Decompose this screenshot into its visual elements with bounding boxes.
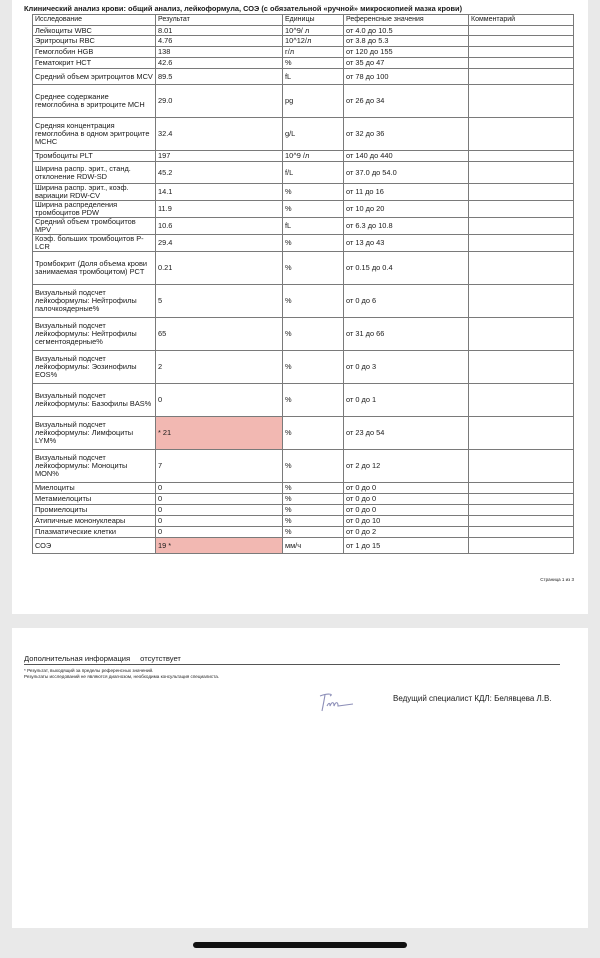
report-title: Клинический анализ крови: общий анализ, лейкоформула, СОЭ (с обязательной «ручной» микроскопией мазка крови) bbox=[24, 4, 463, 13]
comment bbox=[469, 118, 574, 151]
test-name: Визуальный подсчет лейкоформулы: Эозинофилы EOS% bbox=[33, 351, 156, 384]
table-row bbox=[33, 36, 574, 47]
reference-range: от 26 до 34 bbox=[344, 85, 469, 118]
results-table bbox=[32, 14, 574, 554]
units: % bbox=[283, 351, 344, 384]
result-value: 0 bbox=[156, 384, 283, 417]
reference-range: от 4.0 до 10.5 bbox=[344, 26, 469, 36]
table-row bbox=[33, 285, 574, 318]
units: % bbox=[283, 450, 344, 483]
table-row bbox=[33, 235, 574, 252]
test-name: Метамиелоциты bbox=[33, 494, 156, 505]
units: % bbox=[283, 285, 344, 318]
result-value: 138 bbox=[156, 47, 283, 58]
comment bbox=[469, 450, 574, 483]
result-value: 42.6 bbox=[156, 58, 283, 69]
units: % bbox=[283, 527, 344, 538]
reference-range: от 35 до 47 bbox=[344, 58, 469, 69]
reference-range: от 78 до 100 bbox=[344, 69, 469, 85]
result-value: 0 bbox=[156, 494, 283, 505]
reference-range: от 0 до 1 bbox=[344, 384, 469, 417]
comment bbox=[469, 235, 574, 252]
table-row bbox=[33, 184, 574, 201]
table-row bbox=[33, 450, 574, 483]
table-row bbox=[33, 26, 574, 36]
units: 10^12/л bbox=[283, 36, 344, 47]
units: % bbox=[283, 184, 344, 201]
units: fL bbox=[283, 218, 344, 235]
reference-range: от 10 до 20 bbox=[344, 201, 469, 218]
units: % bbox=[283, 201, 344, 218]
test-name: Среднее содержание гемоглобина в эритроците MCH bbox=[33, 85, 156, 118]
comment bbox=[469, 85, 574, 118]
disclaimer-note: Результаты исследований не являются диагнозом, необходима консультация специалиста. bbox=[24, 674, 220, 679]
table-row bbox=[33, 85, 574, 118]
table-row bbox=[33, 494, 574, 505]
reference-range: от 32 до 36 bbox=[344, 118, 469, 151]
comment bbox=[469, 201, 574, 218]
home-indicator[interactable] bbox=[193, 942, 407, 948]
result-value: 29.4 bbox=[156, 235, 283, 252]
result-value: 0 bbox=[156, 505, 283, 516]
reference-range: от 31 до 66 bbox=[344, 318, 469, 351]
result-value: 8.01 bbox=[156, 26, 283, 36]
table-header-row bbox=[33, 15, 574, 26]
table-row bbox=[33, 483, 574, 494]
reference-range: от 0 до 2 bbox=[344, 527, 469, 538]
comment bbox=[469, 494, 574, 505]
comment bbox=[469, 538, 574, 554]
units: % bbox=[283, 494, 344, 505]
units: мм/ч bbox=[283, 538, 344, 554]
result-value: 5 bbox=[156, 285, 283, 318]
test-name: Визуальный подсчет лейкоформулы: Лимфоциты LYM% bbox=[33, 417, 156, 450]
comment bbox=[469, 47, 574, 58]
units: % bbox=[283, 384, 344, 417]
result-value: * 21 bbox=[156, 417, 283, 450]
additional-info-value: отсутствует bbox=[140, 654, 181, 663]
reference-range: от 0.15 до 0.4 bbox=[344, 252, 469, 285]
table-row bbox=[33, 118, 574, 151]
test-name: Ширина распр. эрит., коэф. вариации RDW-CV bbox=[33, 184, 156, 201]
result-value: 32.4 bbox=[156, 118, 283, 151]
comment bbox=[469, 505, 574, 516]
table-row bbox=[33, 201, 574, 218]
units: 10^9/ л bbox=[283, 26, 344, 36]
comment bbox=[469, 351, 574, 384]
test-name: Средняя концентрация гемоглобина в одном эритроците MCHC bbox=[33, 118, 156, 151]
table-row bbox=[33, 318, 574, 351]
units: g/L bbox=[283, 118, 344, 151]
units: fL bbox=[283, 69, 344, 85]
comment bbox=[469, 516, 574, 527]
reference-range: от 140 до 440 bbox=[344, 151, 469, 162]
units: % bbox=[283, 483, 344, 494]
units: % bbox=[283, 252, 344, 285]
comment bbox=[469, 384, 574, 417]
result-value: 45.2 bbox=[156, 162, 283, 184]
test-name: Тромбокрит (Доля объема крови занимаемая тромбоцитом) PCT bbox=[33, 252, 156, 285]
result-value: 11.9 bbox=[156, 201, 283, 218]
comment bbox=[469, 36, 574, 47]
test-name: Промиелоциты bbox=[33, 505, 156, 516]
doctor-name: Ведущий специалист КДЛ: Белявцева Л.В. bbox=[393, 694, 552, 703]
reference-range: от 13 до 43 bbox=[344, 235, 469, 252]
test-name: Атипичные мононуклеары bbox=[33, 516, 156, 527]
test-name: Лейкоциты WBC bbox=[33, 26, 156, 36]
result-value: 0 bbox=[156, 527, 283, 538]
result-value: 197 bbox=[156, 151, 283, 162]
units: 10^9 /л bbox=[283, 151, 344, 162]
test-name: Визуальный подсчет лейкоформулы: Нейтрофилы палочкоядерные% bbox=[33, 285, 156, 318]
comment bbox=[469, 151, 574, 162]
result-value: 14.1 bbox=[156, 184, 283, 201]
report-page-2 bbox=[12, 628, 588, 928]
header-units: Единицы bbox=[283, 15, 344, 26]
header-test: Исследование bbox=[33, 15, 156, 26]
table-row bbox=[33, 505, 574, 516]
test-name: Плазматические клетки bbox=[33, 527, 156, 538]
result-value: 0.21 bbox=[156, 252, 283, 285]
comment bbox=[469, 58, 574, 69]
test-name: СОЭ bbox=[33, 538, 156, 554]
reference-range: от 0 до 10 bbox=[344, 516, 469, 527]
comment bbox=[469, 26, 574, 36]
table-row bbox=[33, 218, 574, 235]
test-name: Тромбоциты PLT bbox=[33, 151, 156, 162]
units: % bbox=[283, 235, 344, 252]
table-row bbox=[33, 516, 574, 527]
header-result: Результат bbox=[156, 15, 283, 26]
test-name: Визуальный подсчет лейкоформулы: Базофилы BAS% bbox=[33, 384, 156, 417]
signature-image bbox=[316, 690, 356, 714]
table-row bbox=[33, 417, 574, 450]
result-value: 0 bbox=[156, 483, 283, 494]
result-value: 10.6 bbox=[156, 218, 283, 235]
table-row bbox=[33, 384, 574, 417]
test-name: Средний объем эритроцитов MCV bbox=[33, 69, 156, 85]
comment bbox=[469, 69, 574, 85]
test-name: Ширина распределения тромбоцитов PDW bbox=[33, 201, 156, 218]
reference-range: от 11 до 16 bbox=[344, 184, 469, 201]
reference-range: от 37.0 до 54.0 bbox=[344, 162, 469, 184]
test-name: Эритроциты RBC bbox=[33, 36, 156, 47]
table-row bbox=[33, 47, 574, 58]
table-row bbox=[33, 69, 574, 85]
units: % bbox=[283, 505, 344, 516]
additional-info bbox=[24, 654, 560, 665]
result-value: 2 bbox=[156, 351, 283, 384]
units: f/L bbox=[283, 162, 344, 184]
table-row bbox=[33, 162, 574, 184]
comment bbox=[469, 285, 574, 318]
reference-range: от 3.8 до 5.3 bbox=[344, 36, 469, 47]
comment bbox=[469, 218, 574, 235]
units: % bbox=[283, 516, 344, 527]
header-comment: Комментарий bbox=[469, 15, 574, 26]
comment bbox=[469, 318, 574, 351]
result-value: 4.76 bbox=[156, 36, 283, 47]
reference-range: от 0 до 0 bbox=[344, 505, 469, 516]
reference-range: от 23 до 54 bbox=[344, 417, 469, 450]
table-row bbox=[33, 538, 574, 554]
units: % bbox=[283, 417, 344, 450]
table-row bbox=[33, 351, 574, 384]
result-value: 89.5 bbox=[156, 69, 283, 85]
result-value: 0 bbox=[156, 516, 283, 527]
test-name: Визуальный подсчет лейкоформулы: Нейтрофилы сегментоядерные% bbox=[33, 318, 156, 351]
comment bbox=[469, 527, 574, 538]
units: % bbox=[283, 58, 344, 69]
header-reference: Референсные значения bbox=[344, 15, 469, 26]
table-row bbox=[33, 151, 574, 162]
test-name: Визуальный подсчет лейкоформулы: Моноциты MON% bbox=[33, 450, 156, 483]
reference-range: от 0 до 3 bbox=[344, 351, 469, 384]
reference-range: от 2 до 12 bbox=[344, 450, 469, 483]
additional-info-label: Дополнительная информация bbox=[24, 654, 131, 663]
units: pg bbox=[283, 85, 344, 118]
test-name: Гемоглобин HGB bbox=[33, 47, 156, 58]
comment bbox=[469, 252, 574, 285]
comment bbox=[469, 184, 574, 201]
test-name: Коэф. больших тромбоцитов P-LCR bbox=[33, 235, 156, 252]
test-name: Миелоциты bbox=[33, 483, 156, 494]
table-row bbox=[33, 252, 574, 285]
comment bbox=[469, 417, 574, 450]
reference-range: от 1 до 15 bbox=[344, 538, 469, 554]
reference-range: от 0 до 0 bbox=[344, 494, 469, 505]
table-row bbox=[33, 527, 574, 538]
page-number: Страница 1 из 3 bbox=[540, 577, 574, 582]
result-value: 7 bbox=[156, 450, 283, 483]
test-name: Гематокрит HCT bbox=[33, 58, 156, 69]
table-row bbox=[33, 58, 574, 69]
units: % bbox=[283, 318, 344, 351]
reference-range: от 120 до 155 bbox=[344, 47, 469, 58]
test-name: Средний объем тромбоцитов MPV bbox=[33, 218, 156, 235]
result-value: 19 * bbox=[156, 538, 283, 554]
reference-range: от 0 до 6 bbox=[344, 285, 469, 318]
reference-range: от 0 до 0 bbox=[344, 483, 469, 494]
flag-note: * Результат, выходящий за пределы референсных значений. bbox=[24, 668, 154, 673]
result-value: 65 bbox=[156, 318, 283, 351]
test-name: Ширина распр. эрит., станд. отклонение RDW-SD bbox=[33, 162, 156, 184]
comment bbox=[469, 162, 574, 184]
reference-range: от 6.3 до 10.8 bbox=[344, 218, 469, 235]
comment bbox=[469, 483, 574, 494]
units: г/л bbox=[283, 47, 344, 58]
result-value: 29.0 bbox=[156, 85, 283, 118]
